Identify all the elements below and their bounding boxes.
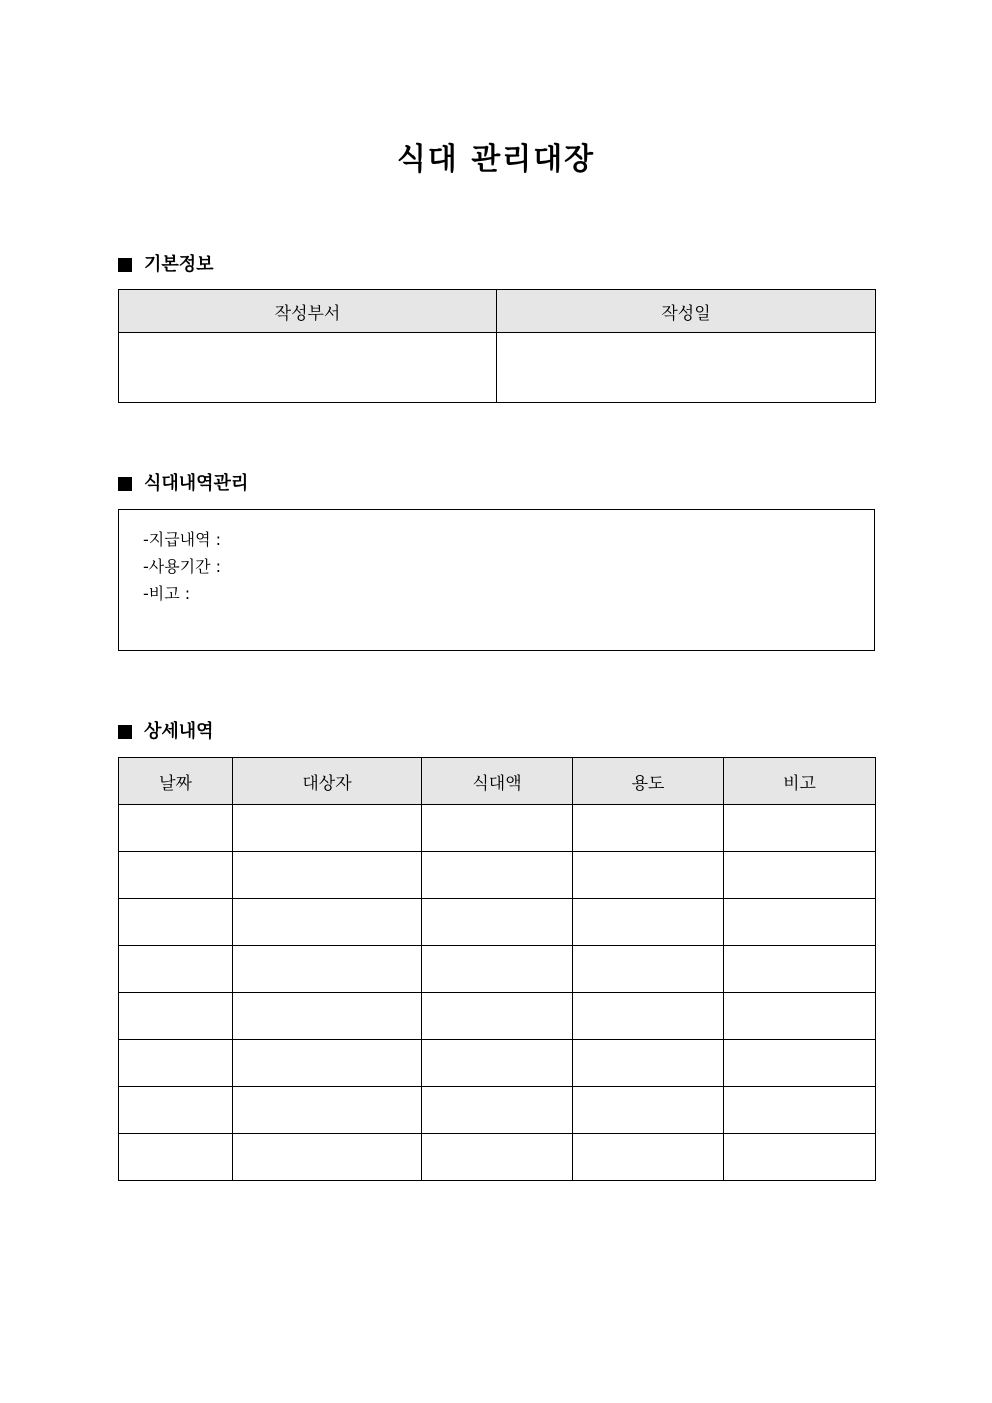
page-title: 식대 관리대장	[396, 142, 596, 177]
meal-management-box[interactable]	[118, 509, 875, 651]
recipient-cell[interactable]	[233, 946, 422, 993]
recipient-cell[interactable]	[233, 852, 422, 899]
details-table	[118, 757, 876, 1181]
meal-amount-cell[interactable]	[422, 899, 573, 946]
table-row	[119, 852, 876, 899]
column-header-recipient: 대상자	[233, 758, 422, 805]
black-square-icon	[118, 258, 132, 272]
date-cell[interactable]	[119, 852, 233, 899]
purpose-cell[interactable]	[573, 899, 724, 946]
purpose-cell[interactable]	[573, 852, 724, 899]
recipient-cell[interactable]	[233, 899, 422, 946]
remarks-cell[interactable]	[724, 805, 876, 852]
recipient-cell[interactable]	[233, 805, 422, 852]
column-header-date: 작성일	[497, 290, 876, 333]
table-row	[119, 899, 876, 946]
section-heading-basic-info	[118, 252, 214, 278]
meal-amount-cell[interactable]	[422, 1087, 573, 1134]
date-cell[interactable]	[119, 1040, 233, 1087]
column-header-meal-amount: 식대액	[422, 758, 573, 805]
black-square-icon	[118, 477, 132, 491]
memo-line-period: -사용기간 :	[143, 557, 222, 576]
column-header-remarks: 비고	[724, 758, 876, 805]
department-cell[interactable]	[119, 333, 497, 403]
column-header-department: 작성부서	[119, 290, 497, 333]
recipient-cell[interactable]	[233, 1040, 422, 1087]
column-header-purpose: 용도	[573, 758, 724, 805]
purpose-cell[interactable]	[573, 1040, 724, 1087]
recipient-cell[interactable]	[233, 1134, 422, 1181]
purpose-cell[interactable]	[573, 805, 724, 852]
remarks-cell[interactable]	[724, 993, 876, 1040]
table-row	[119, 1087, 876, 1134]
remarks-cell[interactable]	[724, 946, 876, 993]
date-cell[interactable]	[119, 899, 233, 946]
memo-line-payment: -지급내역 :	[143, 530, 222, 549]
meal-amount-cell[interactable]	[422, 1040, 573, 1087]
remarks-cell[interactable]	[724, 1087, 876, 1134]
purpose-cell[interactable]	[573, 1134, 724, 1181]
date-cell[interactable]	[497, 333, 876, 403]
meal-amount-cell[interactable]	[422, 993, 573, 1040]
purpose-cell[interactable]	[573, 1087, 724, 1134]
date-cell[interactable]	[119, 993, 233, 1040]
section-heading-details	[118, 719, 214, 745]
date-cell[interactable]	[119, 1087, 233, 1134]
remarks-cell[interactable]	[724, 1134, 876, 1181]
purpose-cell[interactable]	[573, 946, 724, 993]
date-cell[interactable]	[119, 805, 233, 852]
table-row	[119, 993, 876, 1040]
meal-amount-cell[interactable]	[422, 852, 573, 899]
table-row	[119, 946, 876, 993]
remarks-cell[interactable]	[724, 899, 876, 946]
meal-amount-cell[interactable]	[422, 946, 573, 993]
details-table-body	[119, 805, 876, 1181]
purpose-cell[interactable]	[573, 993, 724, 1040]
basic-info-table	[118, 289, 876, 403]
memo-line-note: -비고 :	[143, 584, 191, 603]
date-cell[interactable]	[119, 946, 233, 993]
meal-amount-cell[interactable]	[422, 1134, 573, 1181]
remarks-cell[interactable]	[724, 1040, 876, 1087]
recipient-cell[interactable]	[233, 993, 422, 1040]
date-cell[interactable]	[119, 1134, 233, 1181]
section-heading-label: 식대내역관리	[144, 473, 249, 494]
table-row	[119, 1040, 876, 1087]
column-header-date: 날짜	[119, 758, 233, 805]
section-heading-label: 기본정보	[144, 254, 214, 275]
table-row	[119, 805, 876, 852]
meal-amount-cell[interactable]	[422, 805, 573, 852]
recipient-cell[interactable]	[233, 1087, 422, 1134]
black-square-icon	[118, 725, 132, 739]
table-row	[119, 1134, 876, 1181]
section-heading-label: 상세내역	[144, 721, 214, 742]
section-heading-meal-management	[118, 471, 248, 497]
remarks-cell[interactable]	[724, 852, 876, 899]
